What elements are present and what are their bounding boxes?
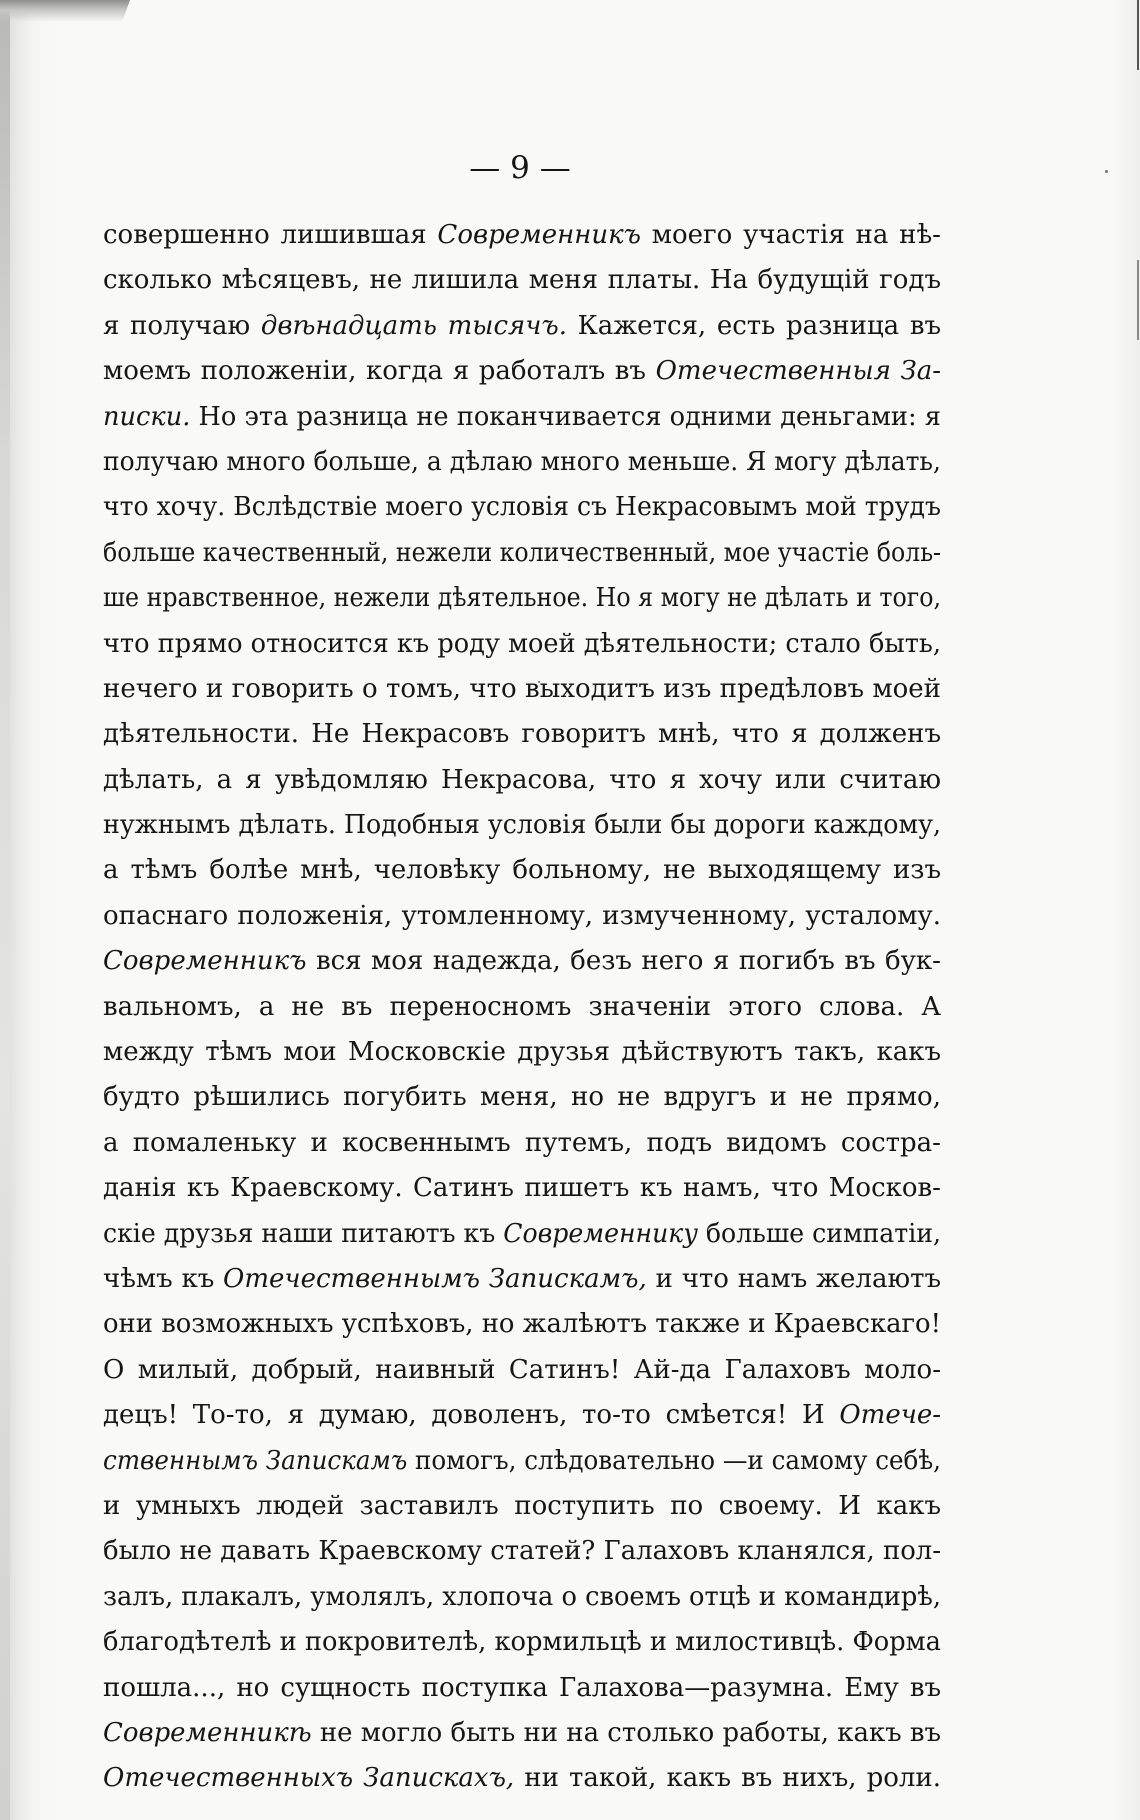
text-run: пошла..., но сущность поступка Галахова—разумна. Ему въ <box>103 1672 941 1703</box>
text-line <box>103 395 941 440</box>
scan-right-edge-mark <box>1137 0 1139 70</box>
scan-left-shadow <box>0 0 10 1820</box>
text-line <box>103 1666 941 1711</box>
italic-text: Отече- <box>839 1400 941 1431</box>
text-run: чѣмъ къ <box>103 1263 224 1294</box>
text-line <box>103 213 941 258</box>
text-run: ни такой, какъ въ нихъ, роли. <box>514 1763 941 1794</box>
body-text <box>103 213 941 1802</box>
text-run: а помаленьку и косвеннымъ путемъ, подъ видомъ состра- <box>103 1127 941 1158</box>
text-run: я получаю <box>103 310 261 341</box>
text-run: нечего и говорить о томъ, что выходитъ изъ предѣловъ моей <box>103 673 941 704</box>
text-line <box>103 531 941 576</box>
scan-right-edge-mark-lower <box>1137 260 1139 340</box>
text-run: сколько мѣсяцевъ, не лишила меня платы. На будущій годъ <box>103 265 941 296</box>
text-run: было не давать Краевскому статей? Галаховъ кланялся, пол- <box>103 1536 941 1567</box>
text-line <box>103 440 941 485</box>
text-line <box>103 1620 941 1665</box>
text-line <box>103 258 941 303</box>
page-number: — 9 — <box>469 150 571 186</box>
text-line <box>103 712 941 757</box>
text-line <box>103 894 941 939</box>
text-run: вся моя надежда, безъ него я погибъ въ бук- <box>306 946 941 977</box>
italic-text: писки. <box>103 401 191 432</box>
text-line <box>103 1711 941 1756</box>
text-run: больше качественный, нежели количественный, мое участіе боль- <box>103 537 941 568</box>
text-run: дѣлать, а я увѣдомляю Некрасова, что я хочу или считаю <box>103 764 941 795</box>
text-run: моего участія на нѣ- <box>640 220 941 250</box>
text-line <box>103 758 941 803</box>
text-run: дѣятельности. Не Некрасовъ говоритъ мнѣ, что я долженъ <box>103 719 941 750</box>
text-line <box>103 985 941 1030</box>
text-run: О милый, добрый, наивный Сатинъ! Ай-да Галаховъ моло- <box>103 1354 941 1385</box>
italic-text: Современникъ <box>103 946 307 977</box>
text-run: Но эта разница не поканчивается одними деньгами: я <box>190 401 941 432</box>
text-line <box>103 803 941 848</box>
text-line <box>103 349 941 394</box>
italic-text: двѣнадцать тысячъ. <box>260 310 567 341</box>
text-run: вальномъ, а не въ переносномъ значеніи этого слова. А <box>103 991 941 1022</box>
scan-top-shadow <box>0 0 130 22</box>
text-line <box>103 1075 941 1120</box>
italic-text: Отечественнымъ Запискамъ, <box>223 1263 647 1294</box>
italic-text: Отечественныхъ Запискахъ, <box>103 1763 515 1794</box>
text-line <box>103 1529 941 1574</box>
text-line <box>103 667 941 712</box>
text-line <box>103 622 941 667</box>
text-run: между тѣмъ мои Московскіе друзья дѣйствуютъ такъ, какъ <box>103 1037 941 1068</box>
text-run: децъ! То-то, я думаю, доволенъ, то-то смѣется! И <box>103 1400 840 1431</box>
text-run: что прямо относится къ роду моей дѣятельности; стало быть, <box>103 628 941 659</box>
text-line <box>103 848 941 893</box>
italic-text: Отечественныя За- <box>655 356 941 387</box>
text-line <box>103 939 941 984</box>
text-line <box>103 1257 941 1302</box>
text-run: они возможныхъ успѣховъ, но жалѣютъ также и Краевскаго! <box>103 1309 941 1340</box>
scan-speck <box>1105 170 1108 173</box>
italic-text: Современникъ <box>437 220 641 250</box>
text-run: будто рѣшились погубить меня, но не вдругъ и не прямо, <box>103 1082 941 1113</box>
text-line <box>103 576 941 621</box>
text-line <box>103 1166 941 1211</box>
text-line <box>103 1484 941 1529</box>
text-run: нужнымъ дѣлать. Подобныя условія были бы дороги каждому, <box>103 810 941 841</box>
text-run: благодѣтелѣ и покровителѣ, кормильцѣ и милостивцѣ. Форма <box>103 1627 941 1658</box>
text-run: и умныхъ людей заставилъ поступить по своему. И какъ <box>103 1490 941 1521</box>
text-line <box>103 485 941 530</box>
text-line <box>103 1575 941 1620</box>
text-run: моемъ положеніи, когда я работалъ въ <box>103 356 656 387</box>
text-run: больше симпатіи, <box>697 1218 941 1249</box>
text-run: получаю много больше, а дѣлаю много меньше. Я могу дѣлать, <box>103 446 941 477</box>
text-line <box>103 1030 941 1075</box>
text-run: и что намъ желаютъ <box>646 1263 941 1294</box>
text-run: залъ, плакалъ, умолялъ, хлопоча о своемъ отцѣ и командирѣ, <box>103 1581 941 1612</box>
text-line <box>103 1212 941 1257</box>
text-run: ше нравственное, нежели дѣятельное. Но я могу не дѣлать и того, <box>103 583 941 614</box>
text-line <box>103 1439 941 1484</box>
italic-text: ственнымъ Запискамъ <box>103 1445 408 1476</box>
text-line <box>103 1121 941 1166</box>
text-run: не могло быть ни на столько работы, какъ въ <box>311 1717 941 1748</box>
text-line <box>103 304 941 349</box>
text-line <box>103 1302 941 1347</box>
text-run: данія къ Краевскому. Сатинъ пишетъ къ намъ, что Москов- <box>103 1173 941 1204</box>
text-run: скіе друзья наши питаютъ къ <box>103 1218 504 1249</box>
italic-text: Современникѣ <box>103 1717 312 1748</box>
text-run: Кажется, есть разница въ <box>566 310 941 341</box>
text-run: а тѣмъ болѣе мнѣ, человѣку больному, не выходящему изъ <box>103 855 941 886</box>
text-line <box>103 1393 941 1438</box>
text-run: помогъ, слѣдовательно —и самому себѣ, <box>407 1445 941 1476</box>
text-run: совершенно лишившая <box>103 220 438 250</box>
text-line <box>103 1348 941 1393</box>
text-run: опаснаго положенія, утомленному, измученному, усталому. <box>103 900 941 931</box>
text-run: что хочу. Вслѣдствіе моего условія съ Некрасовымъ мой трудъ <box>103 492 941 523</box>
italic-text: Современнику <box>503 1218 698 1249</box>
text-line <box>103 1756 941 1801</box>
